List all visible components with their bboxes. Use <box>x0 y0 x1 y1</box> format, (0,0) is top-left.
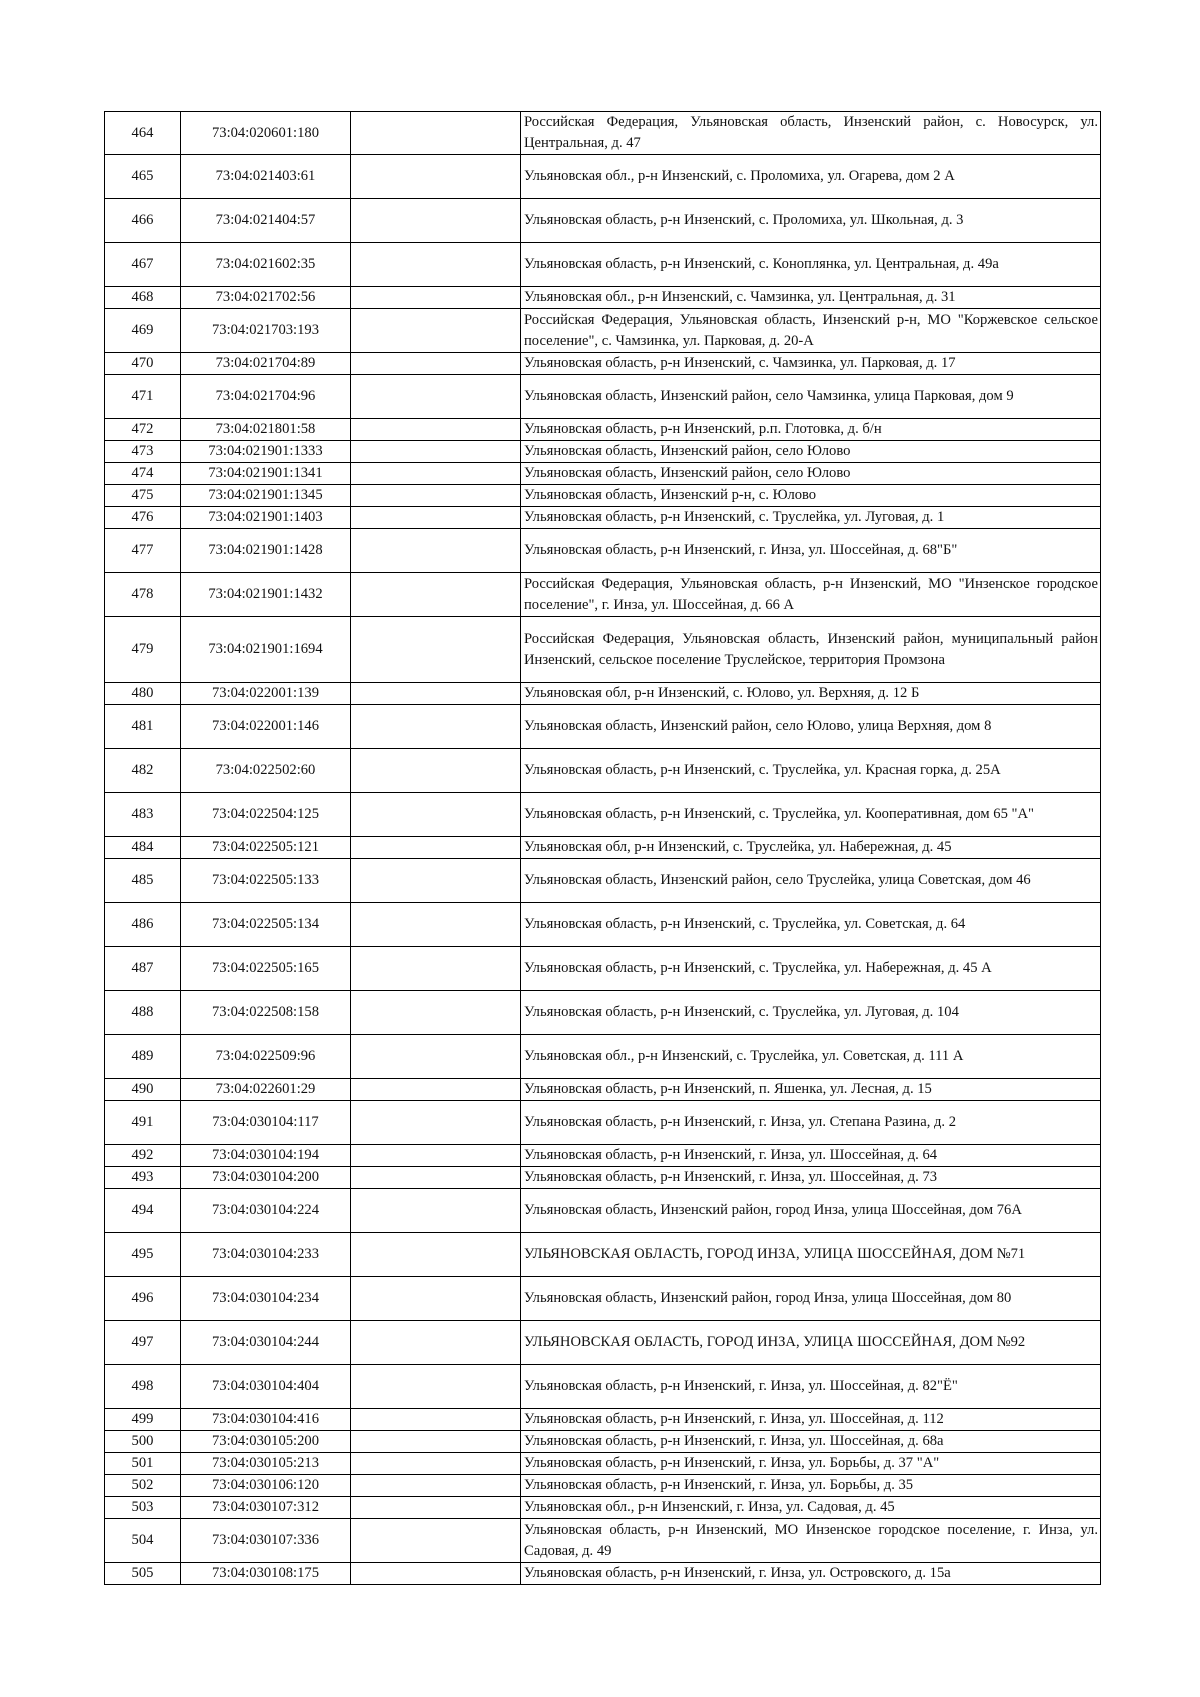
row-number: 477 <box>105 529 181 573</box>
cadastral-number: 73:04:022502:60 <box>181 749 351 793</box>
table-row <box>105 991 1101 1035</box>
cadastral-number: 73:04:030104:234 <box>181 1277 351 1321</box>
table-row <box>105 1277 1101 1321</box>
row-number: 489 <box>105 1035 181 1079</box>
table-row <box>105 309 1101 353</box>
table-row <box>105 287 1101 309</box>
cadastral-number: 73:04:022001:146 <box>181 705 351 749</box>
empty-cell <box>351 441 521 463</box>
empty-cell <box>351 375 521 419</box>
row-number: 483 <box>105 793 181 837</box>
table-row <box>105 112 1101 155</box>
cadastral-number: 73:04:021801:58 <box>181 419 351 441</box>
address-cell: Ульяновская область, р-н Инзенский, с. Труслейка, ул. Кооперативная, дом 65 "А" <box>521 793 1101 837</box>
cadastral-number: 73:04:022509:96 <box>181 1035 351 1079</box>
empty-cell <box>351 903 521 947</box>
address-cell: Ульяновская область, Инзенский район, село Чамзинка, улица Парковая, дом 9 <box>521 375 1101 419</box>
cadastral-number: 73:04:030106:120 <box>181 1475 351 1497</box>
table-row <box>105 441 1101 463</box>
empty-cell <box>351 947 521 991</box>
cadastral-number: 73:04:021602:35 <box>181 243 351 287</box>
address-cell: Ульяновская область, Инзенский район, город Инза, улица Шоссейная, дом 76А <box>521 1189 1101 1233</box>
table-row <box>105 155 1101 199</box>
address-cell: Ульяновская область, р-н Инзенский, г. Инза, ул. Шоссейная, д. 68"Б" <box>521 529 1101 573</box>
address-cell: Ульяновская обл, р-н Инзенский, с. Труслейка, ул. Набережная, д. 45 <box>521 837 1101 859</box>
cadastral-number: 73:04:020601:180 <box>181 112 351 155</box>
address-cell: Ульяновская область, р-н Инзенский, г. Инза, ул. Островского, д. 15а <box>521 1563 1101 1585</box>
address-cell: Российская Федерация, Ульяновская область, Инзенский р-н, МО "Коржевское сельское поселение", с. Чамзинка, ул. Парковая, д. 20-А <box>521 309 1101 353</box>
address-cell: Ульяновская область, р-н Инзенский, с. Труслейка, ул. Красная горка, д. 25А <box>521 749 1101 793</box>
empty-cell <box>351 309 521 353</box>
empty-cell <box>351 419 521 441</box>
empty-cell <box>351 1035 521 1079</box>
cadastral-number: 73:04:022505:134 <box>181 903 351 947</box>
cadastral-number: 73:04:021901:1694 <box>181 617 351 683</box>
empty-cell <box>351 1145 521 1167</box>
row-number: 505 <box>105 1563 181 1585</box>
cadastral-number: 73:04:030104:404 <box>181 1365 351 1409</box>
table-row <box>105 1497 1101 1519</box>
address-cell: Российская Федерация, Ульяновская область, Инзенский район, с. Новосурск, ул. Центральная, д. 47 <box>521 112 1101 155</box>
cadastral-number: 73:04:030108:175 <box>181 1563 351 1585</box>
address-cell: Ульяновская область, р-н Инзенский, МО Инзенское городское поселение, г. Инза, ул. Садовая, д. 49 <box>521 1519 1101 1563</box>
table-row <box>105 529 1101 573</box>
cadastral-number: 73:04:021901:1428 <box>181 529 351 573</box>
address-cell: Ульяновская область, р-н Инзенский, г. Инза, ул. Степана Разина, д. 2 <box>521 1101 1101 1145</box>
address-cell: Ульяновская область, р-н Инзенский, г. Инза, ул. Борьбы, д. 37 "А" <box>521 1453 1101 1475</box>
empty-cell <box>351 1101 521 1145</box>
cadastral-number: 73:04:021901:1432 <box>181 573 351 617</box>
cadastral-number: 73:04:030105:200 <box>181 1431 351 1453</box>
cadastral-number: 73:04:030104:200 <box>181 1167 351 1189</box>
address-cell: УЛЬЯНОВСКАЯ ОБЛАСТЬ, ГОРОД ИНЗА, УЛИЦА ШОССЕЙНАЯ, ДОМ №92 <box>521 1321 1101 1365</box>
table-row <box>105 749 1101 793</box>
table-row <box>105 947 1101 991</box>
address-cell: Ульяновская область, р-н Инзенский, с. Труслейка, ул. Луговая, д. 104 <box>521 991 1101 1035</box>
empty-cell <box>351 1519 521 1563</box>
cadastral-number: 73:04:030104:224 <box>181 1189 351 1233</box>
table-row <box>105 463 1101 485</box>
table-row <box>105 1409 1101 1431</box>
empty-cell <box>351 749 521 793</box>
address-cell: Ульяновская обл., р-н Инзенский, с. Труслейка, ул. Советская, д. 111 А <box>521 1035 1101 1079</box>
table-row <box>105 617 1101 683</box>
empty-cell <box>351 1497 521 1519</box>
cadastral-number: 73:04:021704:89 <box>181 353 351 375</box>
cadastral-number: 73:04:030104:244 <box>181 1321 351 1365</box>
row-number: 501 <box>105 1453 181 1475</box>
table-row <box>105 1101 1101 1145</box>
row-number: 473 <box>105 441 181 463</box>
table-row <box>105 353 1101 375</box>
cadastral-number: 73:04:021901:1403 <box>181 507 351 529</box>
row-number: 466 <box>105 199 181 243</box>
address-cell: Ульяновская обл., р-н Инзенский, с. Проломиха, ул. Огарева, дом 2 А <box>521 155 1101 199</box>
table-row <box>105 1189 1101 1233</box>
table-row <box>105 1431 1101 1453</box>
cadastral-number: 73:04:022505:165 <box>181 947 351 991</box>
row-number: 482 <box>105 749 181 793</box>
row-number: 504 <box>105 1519 181 1563</box>
address-cell: Ульяновская обл., р-н Инзенский, с. Чамзинка, ул. Центральная, д. 31 <box>521 287 1101 309</box>
table-row <box>105 859 1101 903</box>
address-cell: Ульяновская область, р-н Инзенский, с. Труслейка, ул. Набережная, д. 45 А <box>521 947 1101 991</box>
table-row <box>105 1167 1101 1189</box>
address-cell: Ульяновская область, р-н Инзенский, г. Инза, ул. Шоссейная, д. 112 <box>521 1409 1101 1431</box>
empty-cell <box>351 199 521 243</box>
table-row <box>105 1233 1101 1277</box>
empty-cell <box>351 507 521 529</box>
row-number: 495 <box>105 1233 181 1277</box>
empty-cell <box>351 573 521 617</box>
table-row <box>105 1563 1101 1585</box>
cadastral-number: 73:04:021702:56 <box>181 287 351 309</box>
empty-cell <box>351 991 521 1035</box>
empty-cell <box>351 287 521 309</box>
row-number: 470 <box>105 353 181 375</box>
row-number: 486 <box>105 903 181 947</box>
table-row <box>105 1475 1101 1497</box>
cadastral-number: 73:04:021901:1341 <box>181 463 351 485</box>
table-row <box>105 1365 1101 1409</box>
empty-cell <box>351 837 521 859</box>
address-cell: Ульяновская область, р-н Инзенский, с. Чамзинка, ул. Парковая, д. 17 <box>521 353 1101 375</box>
row-number: 476 <box>105 507 181 529</box>
address-cell: Ульяновская область, р-н Инзенский, г. Инза, ул. Шоссейная, д. 64 <box>521 1145 1101 1167</box>
empty-cell <box>351 112 521 155</box>
address-cell: Ульяновская область, р-н Инзенский, с. Коноплянка, ул. Центральная, д. 49а <box>521 243 1101 287</box>
table-row <box>105 903 1101 947</box>
property-table-body <box>105 112 1101 1585</box>
row-number: 469 <box>105 309 181 353</box>
empty-cell <box>351 793 521 837</box>
row-number: 478 <box>105 573 181 617</box>
empty-cell <box>351 617 521 683</box>
empty-cell <box>351 1321 521 1365</box>
row-number: 481 <box>105 705 181 749</box>
row-number: 475 <box>105 485 181 507</box>
table-row <box>105 1035 1101 1079</box>
table-row <box>105 199 1101 243</box>
empty-cell <box>351 1277 521 1321</box>
cadastral-number: 73:04:030104:233 <box>181 1233 351 1277</box>
row-number: 485 <box>105 859 181 903</box>
empty-cell <box>351 353 521 375</box>
empty-cell <box>351 1475 521 1497</box>
table-row <box>105 1145 1101 1167</box>
empty-cell <box>351 1079 521 1101</box>
table-row <box>105 375 1101 419</box>
cadastral-number: 73:04:030104:117 <box>181 1101 351 1145</box>
table-row <box>105 243 1101 287</box>
address-cell: Ульяновская область, р-н Инзенский, г. Инза, ул. Шоссейная, д. 73 <box>521 1167 1101 1189</box>
address-cell: Ульяновская область, Инзенский район, село Труслейка, улица Советская, дом 46 <box>521 859 1101 903</box>
cadastral-number: 73:04:022601:29 <box>181 1079 351 1101</box>
address-cell: Ульяновская область, р-н Инзенский, с. Труслейка, ул. Советская, д. 64 <box>521 903 1101 947</box>
empty-cell <box>351 463 521 485</box>
empty-cell <box>351 529 521 573</box>
address-cell: Ульяновская область, р-н Инзенский, с. Проломиха, ул. Школьная, д. 3 <box>521 199 1101 243</box>
table-row <box>105 683 1101 705</box>
row-number: 474 <box>105 463 181 485</box>
empty-cell <box>351 705 521 749</box>
row-number: 488 <box>105 991 181 1035</box>
row-number: 493 <box>105 1167 181 1189</box>
address-cell: Ульяновская область, р-н Инзенский, г. Инза, ул. Шоссейная, д. 82"Ё" <box>521 1365 1101 1409</box>
empty-cell <box>351 1233 521 1277</box>
address-cell: Ульяновская область, р-н Инзенский, г. Инза, ул. Борьбы, д. 35 <box>521 1475 1101 1497</box>
cadastral-number: 73:04:021704:96 <box>181 375 351 419</box>
empty-cell <box>351 1189 521 1233</box>
row-number: 494 <box>105 1189 181 1233</box>
address-cell: Ульяновская область, р-н Инзенский, р.п. Глотовка, д. б/н <box>521 419 1101 441</box>
address-cell: Российская Федерация, Ульяновская область, р-н Инзенский, МО "Инзенское городское поселение", г. Инза, ул. Шоссейная, д. 66 А <box>521 573 1101 617</box>
row-number: 484 <box>105 837 181 859</box>
row-number: 490 <box>105 1079 181 1101</box>
cadastral-number: 73:04:022508:158 <box>181 991 351 1035</box>
empty-cell <box>351 1563 521 1585</box>
row-number: 499 <box>105 1409 181 1431</box>
empty-cell <box>351 683 521 705</box>
row-number: 498 <box>105 1365 181 1409</box>
row-number: 503 <box>105 1497 181 1519</box>
cadastral-number: 73:04:030107:336 <box>181 1519 351 1563</box>
empty-cell <box>351 243 521 287</box>
cadastral-number: 73:04:022504:125 <box>181 793 351 837</box>
table-row <box>105 573 1101 617</box>
cadastral-number: 73:04:021403:61 <box>181 155 351 199</box>
row-number: 500 <box>105 1431 181 1453</box>
table-row <box>105 1321 1101 1365</box>
row-number: 468 <box>105 287 181 309</box>
table-row <box>105 1519 1101 1563</box>
address-cell: Ульяновская область, Инзенский р-н, с. Юлово <box>521 485 1101 507</box>
cadastral-number: 73:04:030107:312 <box>181 1497 351 1519</box>
address-cell: Ульяновская область, р-н Инзенский, п. Яшенка, ул. Лесная, д. 15 <box>521 1079 1101 1101</box>
empty-cell <box>351 1167 521 1189</box>
address-cell: Ульяновская область, Инзенский район, село Юлово, улица Верхняя, дом 8 <box>521 705 1101 749</box>
cadastral-number: 73:04:022505:133 <box>181 859 351 903</box>
cadastral-number: 73:04:022505:121 <box>181 837 351 859</box>
empty-cell <box>351 1453 521 1475</box>
row-number: 492 <box>105 1145 181 1167</box>
cadastral-number: 73:04:030104:416 <box>181 1409 351 1431</box>
cadastral-number: 73:04:021901:1333 <box>181 441 351 463</box>
table-row <box>105 419 1101 441</box>
table-row <box>105 507 1101 529</box>
row-number: 471 <box>105 375 181 419</box>
empty-cell <box>351 1431 521 1453</box>
table-row <box>105 1079 1101 1101</box>
row-number: 464 <box>105 112 181 155</box>
row-number: 491 <box>105 1101 181 1145</box>
row-number: 465 <box>105 155 181 199</box>
address-cell: Российская Федерация, Ульяновская область, Инзенский район, муниципальный район Инзенский, сельское поселение Труслейское, территория Промзона <box>521 617 1101 683</box>
address-cell: Ульяновская область, р-н Инзенский, с. Труслейка, ул. Луговая, д. 1 <box>521 507 1101 529</box>
address-cell: УЛЬЯНОВСКАЯ ОБЛАСТЬ, ГОРОД ИНЗА, УЛИЦА ШОССЕЙНАЯ, ДОМ №71 <box>521 1233 1101 1277</box>
address-cell: Ульяновская область, Инзенский район, город Инза, улица Шоссейная, дом 80 <box>521 1277 1101 1321</box>
row-number: 496 <box>105 1277 181 1321</box>
row-number: 467 <box>105 243 181 287</box>
cadastral-number: 73:04:021404:57 <box>181 199 351 243</box>
row-number: 497 <box>105 1321 181 1365</box>
row-number: 472 <box>105 419 181 441</box>
cadastral-number: 73:04:022001:139 <box>181 683 351 705</box>
empty-cell <box>351 1365 521 1409</box>
table-row <box>105 705 1101 749</box>
row-number: 502 <box>105 1475 181 1497</box>
property-table <box>104 111 1101 1585</box>
empty-cell <box>351 859 521 903</box>
address-cell: Ульяновская область, Инзенский район, село Юлово <box>521 441 1101 463</box>
table-row <box>105 1453 1101 1475</box>
address-cell: Ульяновская область, р-н Инзенский, г. Инза, ул. Шоссейная, д. 68а <box>521 1431 1101 1453</box>
row-number: 487 <box>105 947 181 991</box>
empty-cell <box>351 485 521 507</box>
cadastral-number: 73:04:021901:1345 <box>181 485 351 507</box>
address-cell: Ульяновская обл, р-н Инзенский, с. Юлово, ул. Верхняя, д. 12 Б <box>521 683 1101 705</box>
row-number: 480 <box>105 683 181 705</box>
cadastral-number: 73:04:030104:194 <box>181 1145 351 1167</box>
table-row <box>105 485 1101 507</box>
table-row <box>105 793 1101 837</box>
table-row <box>105 837 1101 859</box>
address-cell: Ульяновская обл., р-н Инзенский, г. Инза, ул. Садовая, д. 45 <box>521 1497 1101 1519</box>
row-number: 479 <box>105 617 181 683</box>
cadastral-number: 73:04:030105:213 <box>181 1453 351 1475</box>
empty-cell <box>351 1409 521 1431</box>
empty-cell <box>351 155 521 199</box>
address-cell: Ульяновская область, Инзенский район, село Юлово <box>521 463 1101 485</box>
cadastral-number: 73:04:021703:193 <box>181 309 351 353</box>
